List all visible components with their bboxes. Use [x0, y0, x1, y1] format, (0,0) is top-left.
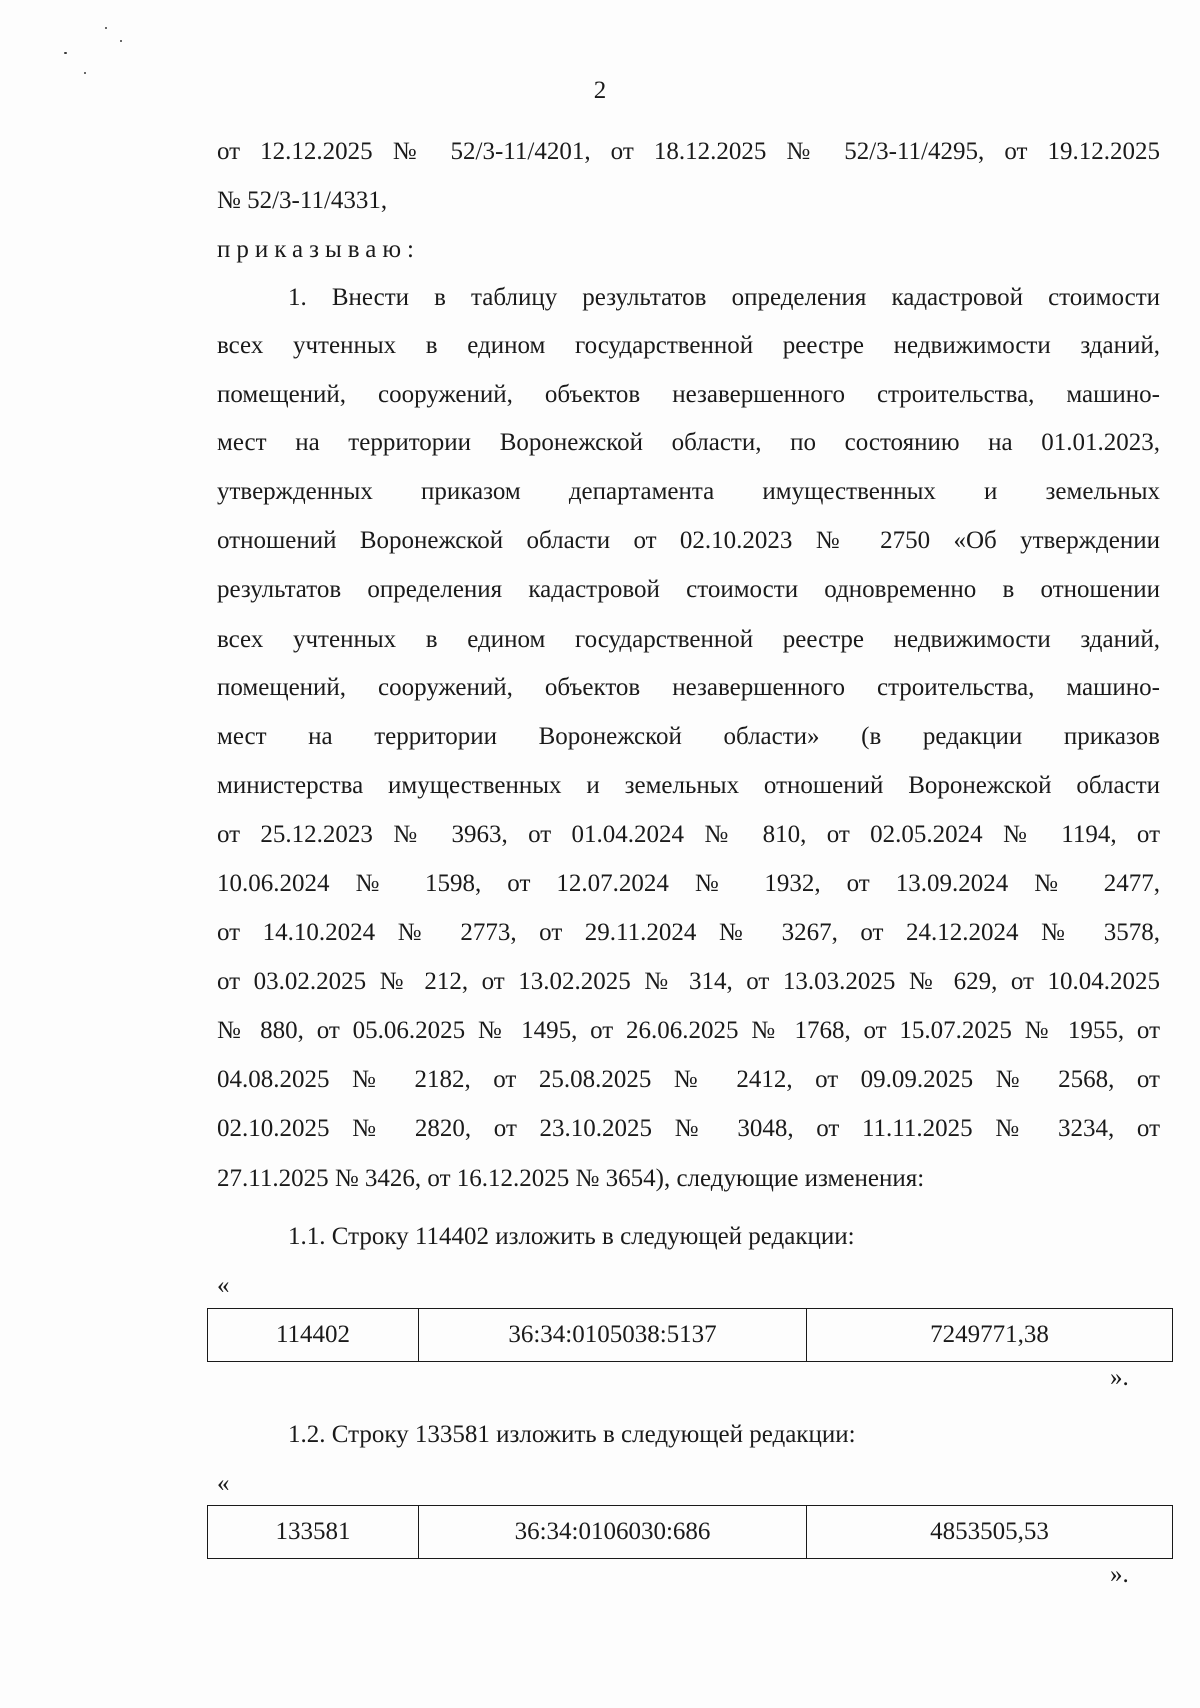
scan-speck — [84, 72, 86, 74]
row-number-cell: 114402 — [208, 1309, 419, 1362]
table-row — [208, 1506, 1173, 1559]
text-line: всех учтенных в едином государственной реестре недвижимости зданий, — [217, 332, 1160, 359]
text-line: от 14.10.2024 № 2773, от 29.11.2024 № 3267, от 24.12.2024 № 3578, — [217, 919, 1160, 946]
text-line: № 52/3-11/4331, — [217, 187, 388, 214]
quote-open: « — [217, 1272, 230, 1299]
text-line: 27.11.2025 № 3426, от 16.12.2025 № 3654), следующие изменения: — [217, 1165, 925, 1192]
table-row — [208, 1309, 1173, 1362]
text-line: помещений, сооружений, объектов незавершенного строительства, машино- — [217, 674, 1160, 701]
order-word: приказываю: — [217, 236, 420, 263]
text-line: от 12.12.2025 № 52/3-11/4201, от 18.12.2025 № 52/3-11/4295, от 19.12.2025 — [217, 138, 1160, 165]
cadastral-value-cell: 4853505,53 — [807, 1506, 1173, 1559]
item-heading: 1.2. Строку 133581 изложить в следующей редакции: — [288, 1421, 856, 1448]
cadastral-number-cell: 36:34:0105038:5137 — [419, 1309, 807, 1362]
page-number: 2 — [593, 77, 607, 104]
text-line: мест на территории Воронежской области» (в редакции приказов — [217, 723, 1160, 750]
item-heading: 1.1. Строку 114402 изложить в следующей редакции: — [288, 1223, 855, 1250]
text-line: от 03.02.2025 № 212, от 13.02.2025 № 314, от 13.03.2025 № 629, от 10.04.2025 — [217, 968, 1160, 995]
quote-close: ». — [1110, 1561, 1129, 1588]
text-line: результатов определения кадастровой стоимости одновременно в отношении — [217, 576, 1160, 603]
scan-speck — [120, 40, 122, 42]
scan-speck — [64, 52, 67, 54]
text-line: 04.08.2025 № 2182, от 25.08.2025 № 2412, от 09.09.2025 № 2568, от — [217, 1066, 1160, 1093]
quote-close: ». — [1110, 1364, 1129, 1391]
text-line: мест на территории Воронежской области, по состоянию на 01.01.2023, — [217, 429, 1160, 456]
text-line: 10.06.2024 № 1598, от 12.07.2024 № 1932, от 13.09.2024 № 2477, — [217, 870, 1160, 897]
cadastral-number-cell: 36:34:0106030:686 — [419, 1506, 807, 1559]
text-line: утвержденных приказом департамента имущественных и земельных — [217, 478, 1160, 505]
text-line: министерства имущественных и земельных отношений Воронежской области — [217, 772, 1160, 799]
cadastral-value-cell: 7249771,38 — [807, 1309, 1173, 1362]
quote-open: « — [217, 1470, 230, 1497]
row-table — [207, 1308, 1173, 1362]
text-line: 1. Внести в таблицу результатов определения кадастровой стоимости — [288, 284, 1160, 311]
text-line: помещений, сооружений, объектов незавершенного строительства, машино- — [217, 381, 1160, 408]
scan-speck — [105, 27, 107, 29]
row-number-cell: 133581 — [208, 1506, 419, 1559]
text-line: отношений Воронежской области от 02.10.2023 № 2750 «Об утверждении — [217, 527, 1160, 554]
text-line: 02.10.2025 № 2820, от 23.10.2025 № 3048, от 11.11.2025 № 3234, от — [217, 1115, 1160, 1142]
text-line: всех учтенных в едином государственной реестре недвижимости зданий, — [217, 626, 1160, 653]
text-line: от 25.12.2023 № 3963, от 01.04.2024 № 810, от 02.05.2024 № 1194, от — [217, 821, 1160, 848]
row-table — [207, 1505, 1173, 1559]
text-line: № 880, от 05.06.2025 № 1495, от 26.06.2025 № 1768, от 15.07.2025 № 1955, от — [217, 1017, 1160, 1044]
